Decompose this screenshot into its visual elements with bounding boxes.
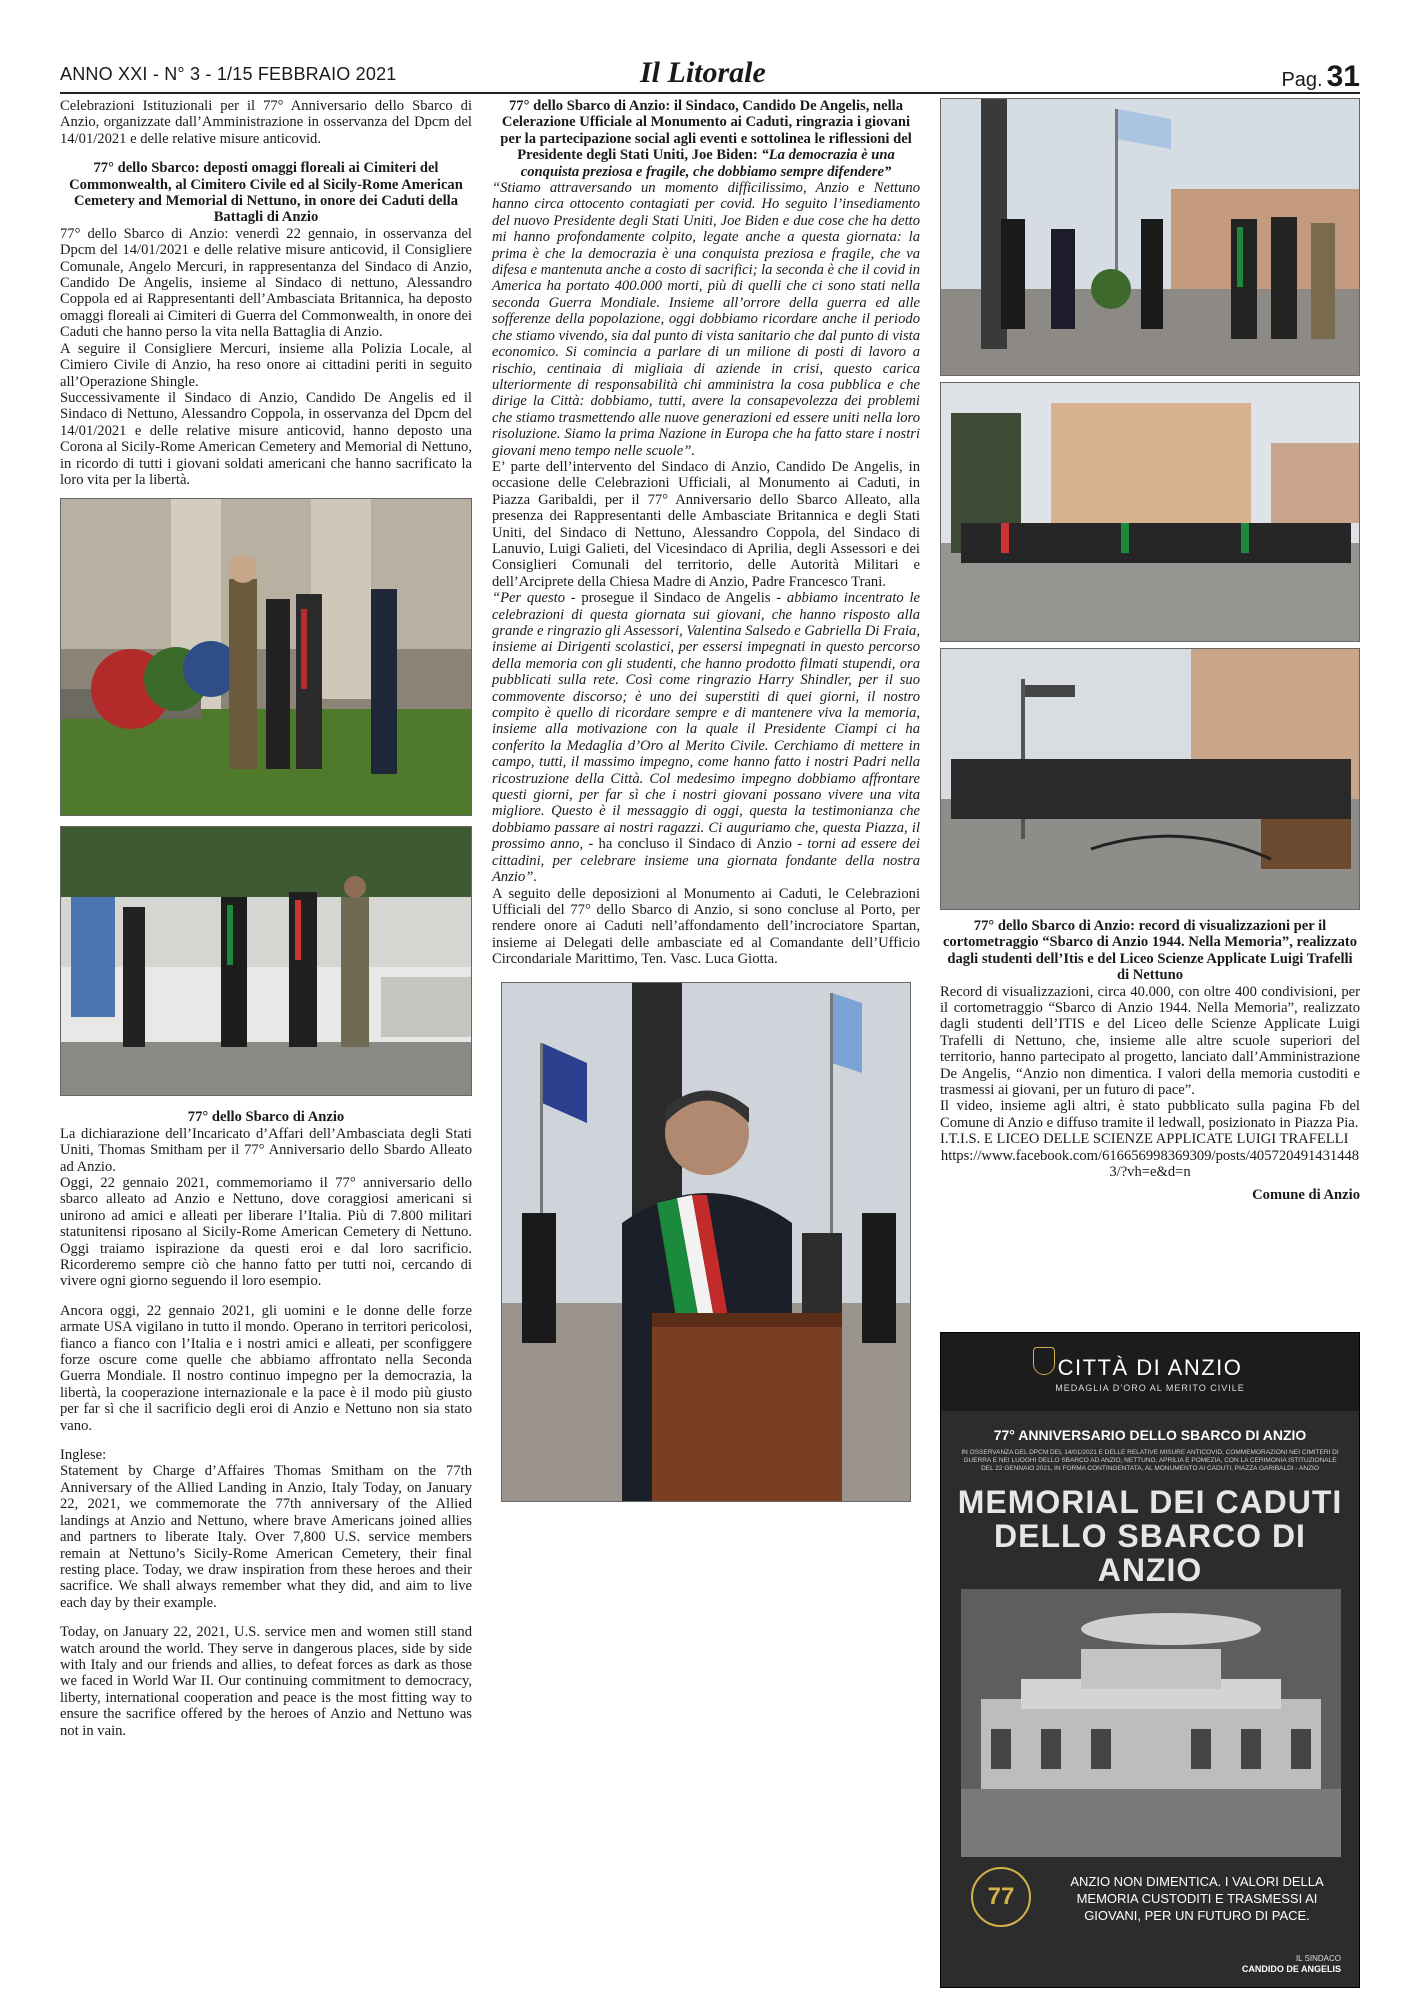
paragraph: Record di visualizzazioni, circa 40.000, con oltre 400 condivisioni, per il cortometraggio “Sbarco di Anzio 1944. Nella Memoria”, realizzato dagli studenti dell’ITIS e del Liceo delle Scienze Applicate Luigi Trafelli di Nettuno, che, insieme alle altre scuole superiori del territorio, hanno partecipato al progetto, lanciato dall’Amministrazione De Angelis, “Anzio non dimentica. I valori della memoria custoditi e trasmessi ai giovani, per un futuro di pace”. [940, 983, 1360, 1099]
poster-fine-print: IN OSSERVANZA DEL DPCM DEL 14/01/2021 E DELLE RELATIVE MISURE ANTICOVID, COMMEMORAZIONI NEI CIMITERI DI GUERRA E NEI LUOGHI DELLO SBARCO AD ANZIO, NETTUNO, APRILIA E POMEZIA, CON LA CERIMONIA ISTITUZIONALE DEL 22 GENNAIO 2021, IN FORMA CONTINGENTATA, AL MONUMENTO AI CADUTI, PIAZZA GARIBALDI - ANZIO [961, 1449, 1339, 1472]
paragraph: Inglese: [60, 1447, 107, 1464]
poster-villa-image [961, 1589, 1339, 1857]
photo-american-cemetery [60, 826, 472, 1096]
memorial-poster [940, 1332, 1360, 1988]
paragraph-quote: “Stiamo attraversando un momento difficilissimo, Anzio e Nettuno hanno circa ottocento contagiati per covid. Ho seguito l’insediamento del nuovo Presidente degli Stati Uniti, Joe Biden e due cose che ha detto mi hanno profondamente colpito, legate anche a questa giornata: la prima è che la democrazia è una conquista preziosa e fragile, che va difesa e mantenuta anche a costo di sacrifici; la seconda è che il covid in America ha portato 400.000 morti, più di quelli che ci sono stati nella seconda Guerra Mondiale. Insieme all’orrore della guerra ed alle sofferenze della popolazione, oggi dobbiamo ricordare anche il periodo che stiamo vivendo, sia dal punto di vista sanitario che dal punto di vista economico. Si comincia a parlare di un milione di posti di lavoro a rischio, centinaia di migliaia di aziende in crisi, questo carica ulteriormente di responsabilità chi amministra la cosa pubblica e che dirige la Città: dobbiamo, tutti, avere la consapevolezza dei problemi che stiamo trasmettendo alle nuove generazioni ed essere uniti nella loro risoluzione. Siamo la prima Nazione in Europa che ha fatto stare i nostri giovani meno tempo nelle scuole”. [492, 180, 920, 459]
headline-sbarco: 77° dello Sbarco di Anzio [187, 1109, 345, 1126]
paragraph: 77° dello Sbarco di Anzio: venerdì 22 gennaio, in osservanza del Dpcm del 14/01/2021 e delle relative misure anticovid, il Consigliere Comunale, Angelo Mercuri, in rappresentanza del Sindaco di Anzio, Candido De Angelis, insieme al Sindaco di nettuno, Alessandro Coppola ed ai Rappresentanti dell’Ambasciata Britannica, ha deposto omaggi floreali ai Cimiteri di Guerra del Commonwealth, in onore dei Caduti che hanno perso la vita nella Battaglia di Anzio. [60, 225, 472, 341]
newspaper-title: Il Litorale [640, 56, 766, 89]
paragraph: Oggi, 22 gennaio 2021, commemoriamo il 77° anniversario dello sbarco alleato ad Anzio e Nettuno, dove coraggiosi americani si unirono ad amici e alleati per liberare l’Italia. Più di 7.800 militari statunitensi riposano al Sicily-Rome American Cemetery di Nettuno. Oggi traiamo ispirazione da questi eroi e dal loro sacrificio. Ricorderemo sempre ciò che hanno fatto per tutti noi, cercando di vivere ogni giorno seguendo il loro esempio. [60, 1174, 472, 1290]
masthead [60, 58, 1360, 94]
poster-anniversary: 77° ANNIVERSARIO DELLO SBARCO DI ANZIO [993, 1427, 1307, 1443]
signature: Comune di Anzio [1252, 1186, 1360, 1203]
column-2 [492, 98, 920, 1502]
paragraph: La dichiarazione dell’Incaricato d’Affari dell’Ambasciata degli Stati Uniti, Thomas Smitham per il 77° Anniversario dello Sbardo Alleato ad Anzio. [60, 1125, 472, 1175]
paragraph: A seguito delle deposizioni al Monumento ai Caduti, le Celebrazioni Ufficiali del 77° dello Sbarco di Anzio, si sono concluse al Porto, per rendere onore ai Caduti nell’affondamento dell’incrociatore Spartan, insieme ai Delegati delle ambasciate ed al Comandante dell’Ufficio Circondariale Marittimo, Ten. Vasc. Luca Giotta. [492, 885, 920, 968]
paragraph-school: I.T.I.S. E LICEO DELLE SCIENZE APPLICATE LUIGI TRAFELLI [940, 1131, 1349, 1148]
poster-motto: ANZIO NON DIMENTICA. I VALORI DELLA MEMORIA CUSTODITI E TRASMESSI AI GIOVANI, PER UN FUTURO DI PACE. [1070, 1874, 1324, 1923]
issue-info: ANNO XXI - N° 3 - 1/15 FEBBRAIO 2021 [60, 64, 397, 84]
paragraph: A seguire il Consigliere Mercuri, insieme alla Polizia Locale, al Cimiero Civile di Anzio, ha reso onore ai cittadini periti in seguito all’Operazione Shingle. [60, 340, 472, 390]
photo-port-ceremony [940, 648, 1360, 910]
photo-commonwealth-cemetery [60, 498, 472, 816]
poster-title: MEMORIAL DEI CADUTI DELLO SBARCO DI ANZIO [957, 1484, 1343, 1588]
paragraph: Statement by Charge d’Affaires Thomas Smitham on the 77th Anniversary of the Allied Landing in Anzio, Italy Today, on January 22, 2021, we commemorate the 77th anniversary of the Allied landings at Anzio and Nettuno, where brave Americans joined allies and partners to liberate Italy. Over 7,800 U.S. service members remain at Nettuno’s Sicily-Rome American Cemetery, their final resting place. Today, we draw inspiration from these heroes and their sacrifice. We shall always remember what they did, and aim to live each day by their example. [60, 1463, 472, 1611]
photo-piazza-garibaldi [940, 382, 1360, 642]
poster-city-sub: MEDAGLIA D’ORO AL MERITO CIVILE [1055, 1383, 1245, 1393]
page-number: Pag. 31 [1281, 60, 1360, 93]
photo-mayor-speech [501, 982, 911, 1502]
column-1 [60, 98, 472, 1739]
headline-record: 77° dello Sbarco di Anzio: record di visualizzazioni per il cortometraggio “Sbarco di Anzio 1944. Nella Memoria”, realizzato dagli studenti dell’Itis e del Liceo Scienze Applicate Luigi Trafelli di Nettuno [942, 918, 1358, 984]
poster-city: CITTÀ DI ANZIO [1057, 1355, 1243, 1380]
paragraph: Today, on January 22, 2021, U.S. service men and women still stand watch around the world. They serve in dangerous places, side by side with Italy and our friends and allies, to defeat forces as dark as those we faced in World War II. Our continuing commitment to democracy, liberty, international cooperation and peace is the most fitting way to ensure the sacrifice offered by the heroes of Anzio and Nettuno was not in vain. [60, 1624, 472, 1739]
paragraph: E’ parte dell’intervento del Sindaco di Anzio, Candido De Angelis, in occasione delle Celebrazioni Ufficiali, al Monumento ai Caduti, in Piazza Garibaldi, per il 77° Anniversario dello Sbarco Alleato, alla presenza dei Rappresentanti delle Ambasciate Britannica e degli Stati Uniti, del Sindaco di Nettuno, Alessandro Coppola, del Sindaco di Lanuvio, Luigi Galieti, del Vicesindaco di Aprilia, degli Assessori e dei Consiglieri Comunali del territorio, delle Autorità Militari e dell’Arciprete della Chiesa Madre di Anzio, Padre Francesco Trani. [492, 458, 920, 590]
poster-signature: IL SINDACO CANDIDO DE ANGELIS [1241, 1954, 1341, 1974]
facebook-link[interactable]: https://www.facebook.com/616656998369309/posts/4057204914314483/?vh=e&d=n [940, 1147, 1360, 1181]
paragraph: Successivamente il Sindaco di Anzio, Candido De Angelis ed il Sindaco di Nettuno, Alessandro Coppola, in osservanza del Dpcm del 14/01/2021 e delle relative misure anticovid, hanno deposto una Corona al Sicily-Rome American Cemetery and Memorial di Nettuno, in ricordo di tutti i giovani soldati americani che hanno sacrificato la loro vita per la libertà. [60, 389, 472, 488]
photo-monument-ceremony [940, 98, 1360, 376]
paragraph: Il video, insieme agli altri, è stato pubblicato sulla pagina Fb del Comune di Anzio e diffuso tramite il ledwall, posizionato in Piazza Pia. [940, 1098, 1360, 1131]
paragraph: Ancora oggi, 22 gennaio 2021, gli uomini e le donne delle forze armate USA vigilano in tutto il mondo. Operano in territori pericolosi, fianco a fianco con l’Italia e i nostri amici e alleati, per sconfiggere forze oscure come quelle che abbiamo affrontato nella Seconda Guerra Mondiale. Il nostro continuo impegno per la democrazia, la libertà, la cooperazione internazionale e la pace è il modo più giusto per far sì che il sacrificio degli eroi di Anzio e Nettuno non sia stato vano. [60, 1302, 472, 1434]
column-3 [940, 98, 1360, 1203]
paragraph-prosegue: “Per questo - prosegue il Sindaco de Angelis - abbiamo incentrato le celebrazioni di questa giornata sui giovani, che hanno risposto alla grande e ringrazio gli Assessori, Valentina Salsedo e Gabriella Di Fraia, insieme ai Dirigenti scolastici, per essersi impegnati in questo percorso della memoria con gli studenti, che hanno prodotto filmati stupendi, ora pubblicati sulla rete. Così come ringrazio Harry Shindler, per il suo commovente discorso; è uno dei superstiti di quei giorni, il nostro compito è quello di ricordare sempre e di mantenere viva la memoria, insieme alla motivazione con la quale il Presidente Ciampi ci ha conferito la Medaglia d’Oro al Merito Civile. Cerchiamo di mettere in campo, tutti, il massimo impegno, come hanno fatto i nostri Padri nella ricostruzione della Città. Col medesimo impegno dobbiamo affrontare questi giorni, per far sì che i nostri giovani possano vivere una vita migliore. Questo è il messaggio di oggi, questa la testimonianza che dobbiamo passare ai nostri ragazzi. Ci auguriamo che, questa Piazza, il prossimo anno, - ha concluso il Sindaco di Anzio - torni ad essere dei cittadini, per celebrare insieme una giornata fondante della nostra Anzio”. [492, 590, 920, 886]
intro-paragraph: Celebrazioni Istituzionali per il 77° Anniversario dello Sbarco di Anzio, organizzate dall’Amministrazione in osservanza del Dpcm del 14/01/2021 e delle relative misure anticovid. [60, 98, 472, 147]
headline-deposti: 77° dello Sbarco: deposti omaggi floreali ai Cimiteri del Commonwealth, al Cimitero Civile ed al Sicily-Rome American Cemetery and Memorial di Nettuno, in onore dei Caduti della Battagli di Anzio [69, 160, 463, 226]
headline-sindaco: 77° dello Sbarco di Anzio: il Sindaco, Candido De Angelis, nella Celerazione Ufficiale al Monumento ai Caduti, ringrazia i giovani per la partecipazione social agli eventi e sottolinea le riflessioni del Presidente degli Stati Uniti, Joe Biden: “La democrazia è una conquista preziosa e fragile, che dobbiamo sempre difendere” [500, 98, 912, 180]
anniversary-badge: 77 [971, 1867, 1031, 1927]
